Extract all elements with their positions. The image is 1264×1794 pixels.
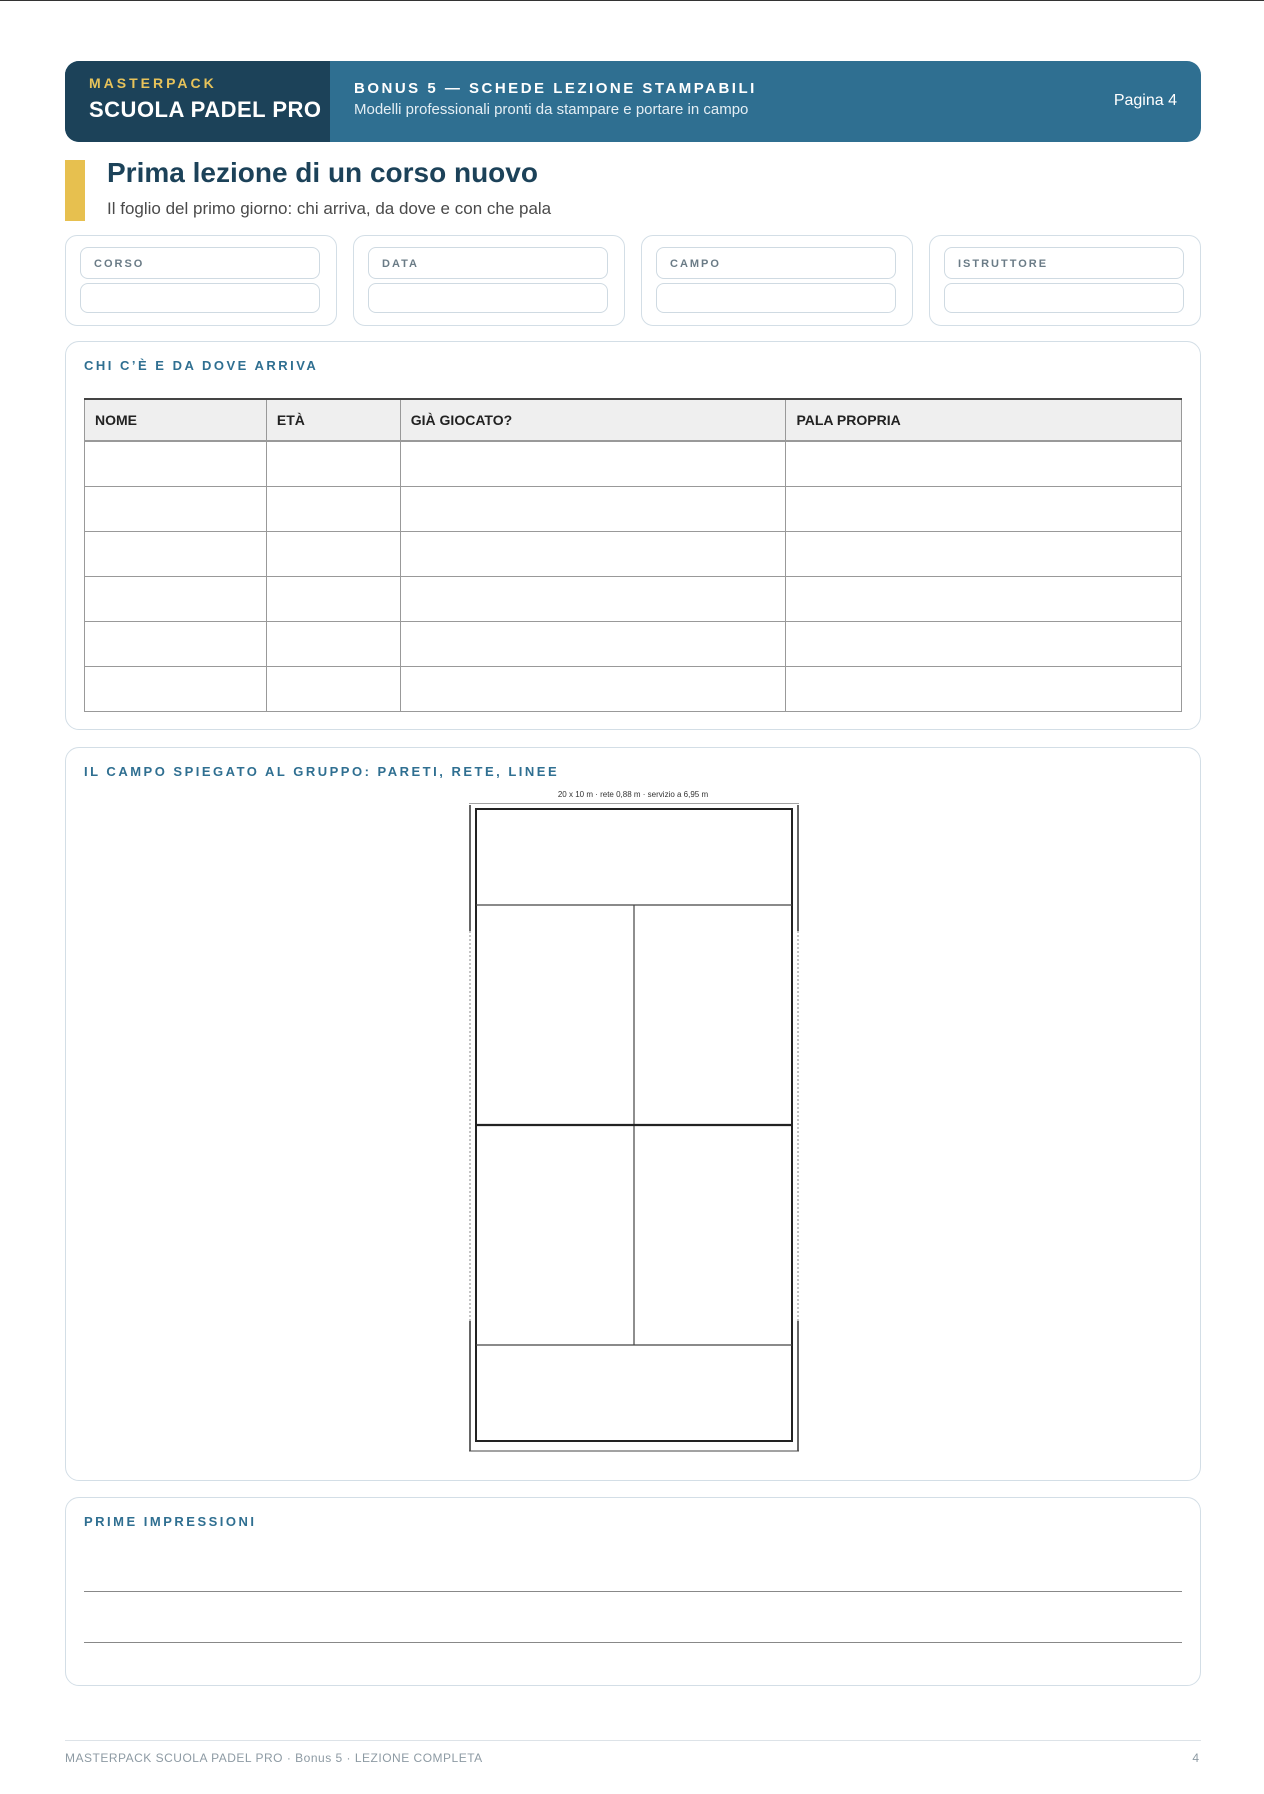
table-cell[interactable] bbox=[786, 667, 1182, 712]
field-data bbox=[353, 235, 625, 326]
page-subtitle: Il foglio del primo giorno: chi arriva, da dove e con che pala bbox=[107, 199, 552, 218]
table-cell[interactable] bbox=[400, 622, 786, 667]
field-label: ISTRUTTORE bbox=[944, 247, 1184, 279]
table-cell[interactable] bbox=[400, 667, 786, 712]
table-row bbox=[85, 622, 1182, 667]
table-cell[interactable] bbox=[266, 577, 400, 622]
table-cell[interactable] bbox=[85, 577, 267, 622]
footer-text: MASTERPACK SCUOLA PADEL PRO · Bonus 5 · LEZIONE COMPLETA bbox=[65, 1751, 483, 1765]
table-cell[interactable] bbox=[786, 622, 1182, 667]
table-cell[interactable] bbox=[786, 487, 1182, 532]
field-istruttore bbox=[929, 235, 1201, 326]
field-label: DATA bbox=[368, 247, 608, 279]
page-title: Prima lezione di un corso nuovo bbox=[107, 157, 538, 188]
impressions-heading: PRIME IMPRESSIONI bbox=[84, 1514, 257, 1529]
corso-input[interactable] bbox=[80, 283, 320, 313]
table-cell[interactable] bbox=[400, 441, 786, 487]
court-panel bbox=[65, 747, 1201, 1481]
header-title: BONUS 5 — SCHEDE LEZIONE STAMPABILI bbox=[354, 80, 757, 97]
header-subtitle: Modelli professionali pronti da stampare e portare in campo bbox=[354, 101, 749, 118]
column-header: ETÀ bbox=[266, 399, 400, 441]
field-label: CORSO bbox=[80, 247, 320, 279]
field-corso bbox=[65, 235, 337, 326]
table-cell[interactable] bbox=[85, 487, 267, 532]
table-row bbox=[85, 667, 1182, 712]
top-rule bbox=[0, 0, 1264, 1]
table-cell[interactable] bbox=[85, 667, 267, 712]
header-main bbox=[330, 61, 1114, 142]
roster-table bbox=[84, 398, 1182, 712]
field-label: CAMPO bbox=[656, 247, 896, 279]
table-cell[interactable] bbox=[400, 577, 786, 622]
writing-line[interactable] bbox=[84, 1642, 1182, 1643]
court-caption: 20 x 10 m · rete 0,88 m · servizio a 6,95 m bbox=[557, 790, 709, 799]
table-cell[interactable] bbox=[85, 532, 267, 577]
campo-input[interactable] bbox=[656, 283, 896, 313]
table-row bbox=[85, 487, 1182, 532]
footer-page-number: 4 bbox=[1192, 1751, 1199, 1765]
table-cell[interactable] bbox=[266, 532, 400, 577]
writing-line[interactable] bbox=[84, 1591, 1182, 1592]
court-heading: IL CAMPO SPIEGATO AL GRUPPO: PARETI, RETE, LINEE bbox=[84, 764, 560, 779]
header-banner bbox=[65, 61, 1201, 142]
impressions-panel bbox=[65, 1497, 1201, 1686]
roster-heading: CHI C’È E DA DOVE ARRIVA bbox=[84, 358, 319, 373]
brand-block bbox=[65, 61, 330, 142]
table-cell[interactable] bbox=[400, 487, 786, 532]
column-header: NOME bbox=[85, 399, 267, 441]
title-accent-bar bbox=[65, 160, 85, 221]
data-input[interactable] bbox=[368, 283, 608, 313]
table-cell[interactable] bbox=[400, 532, 786, 577]
table-cell[interactable] bbox=[786, 441, 1182, 487]
column-header: GIÀ GIOCATO? bbox=[400, 399, 786, 441]
field-campo bbox=[641, 235, 913, 326]
table-row bbox=[85, 577, 1182, 622]
table-cell[interactable] bbox=[786, 532, 1182, 577]
table-cell[interactable] bbox=[266, 667, 400, 712]
table-header-row bbox=[85, 399, 1182, 441]
court-diagram[interactable] bbox=[466, 803, 802, 1453]
istruttore-input[interactable] bbox=[944, 283, 1184, 313]
table-cell[interactable] bbox=[266, 622, 400, 667]
brand-kicker: MASTERPACK bbox=[89, 75, 217, 91]
table-row bbox=[85, 532, 1182, 577]
footer-rule bbox=[65, 1740, 1201, 1741]
table-row bbox=[85, 441, 1182, 487]
column-header: PALA PROPRIA bbox=[786, 399, 1182, 441]
roster-panel bbox=[65, 341, 1201, 730]
table-cell[interactable] bbox=[85, 622, 267, 667]
table-cell[interactable] bbox=[266, 441, 400, 487]
table-cell[interactable] bbox=[786, 577, 1182, 622]
table-cell[interactable] bbox=[85, 441, 267, 487]
header-page-label: Pagina 4 bbox=[1113, 92, 1177, 109]
table-cell[interactable] bbox=[266, 487, 400, 532]
brand-name: SCUOLA PADEL PRO bbox=[89, 97, 322, 122]
